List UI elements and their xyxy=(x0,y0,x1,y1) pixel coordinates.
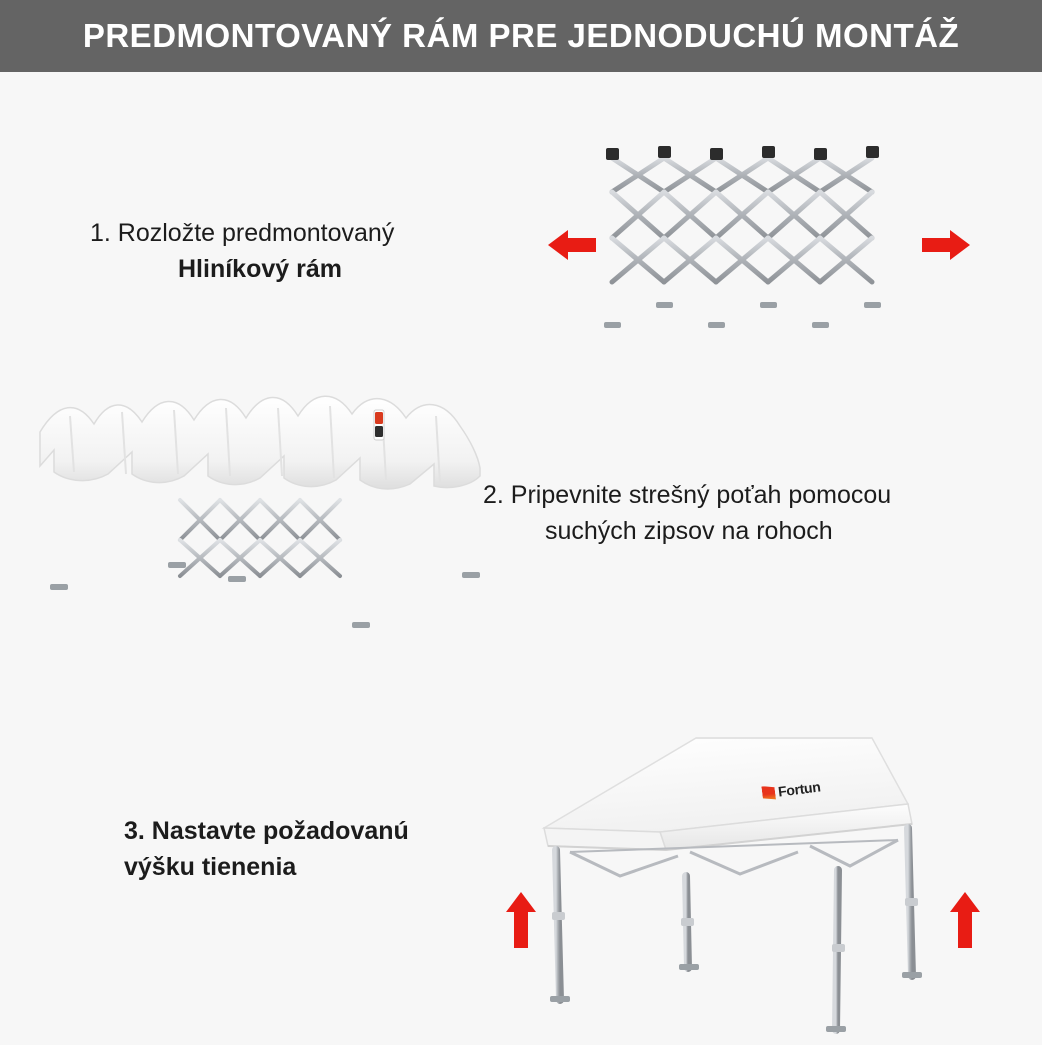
step-1-text xyxy=(90,216,490,287)
step-3-text xyxy=(124,814,484,885)
frame-with-roof-cover-illustration xyxy=(30,380,500,670)
arrow-right-icon xyxy=(922,228,970,262)
brand-name: Fortun xyxy=(777,778,822,800)
step-2-line-2: suchých zipsov na rohoch xyxy=(545,516,833,545)
arrow-left-icon xyxy=(548,228,596,262)
assembled-gazebo-illustration xyxy=(500,700,1020,1040)
step-1-line-1: 1. Rozložte predmontovaný xyxy=(90,219,395,247)
step-2-text xyxy=(483,478,1003,549)
step-1-line-2: Hliníkový rám xyxy=(178,254,342,283)
step-3-line-2: výšku tienenia xyxy=(124,852,297,881)
step-2-line-1: 2. Pripevnite strešný poťah pomocou xyxy=(483,481,892,509)
brand-mark-icon xyxy=(761,785,776,801)
arrow-up-left-icon xyxy=(504,892,538,948)
header-bar xyxy=(0,0,1042,72)
arrow-up-right-icon xyxy=(948,892,982,948)
step-3-line-1: 3. Nastavte požadovanú xyxy=(124,817,409,845)
page-title: PREDMONTOVANÝ RÁM PRE JEDNODUCHÚ MONTÁŽ xyxy=(82,17,960,54)
